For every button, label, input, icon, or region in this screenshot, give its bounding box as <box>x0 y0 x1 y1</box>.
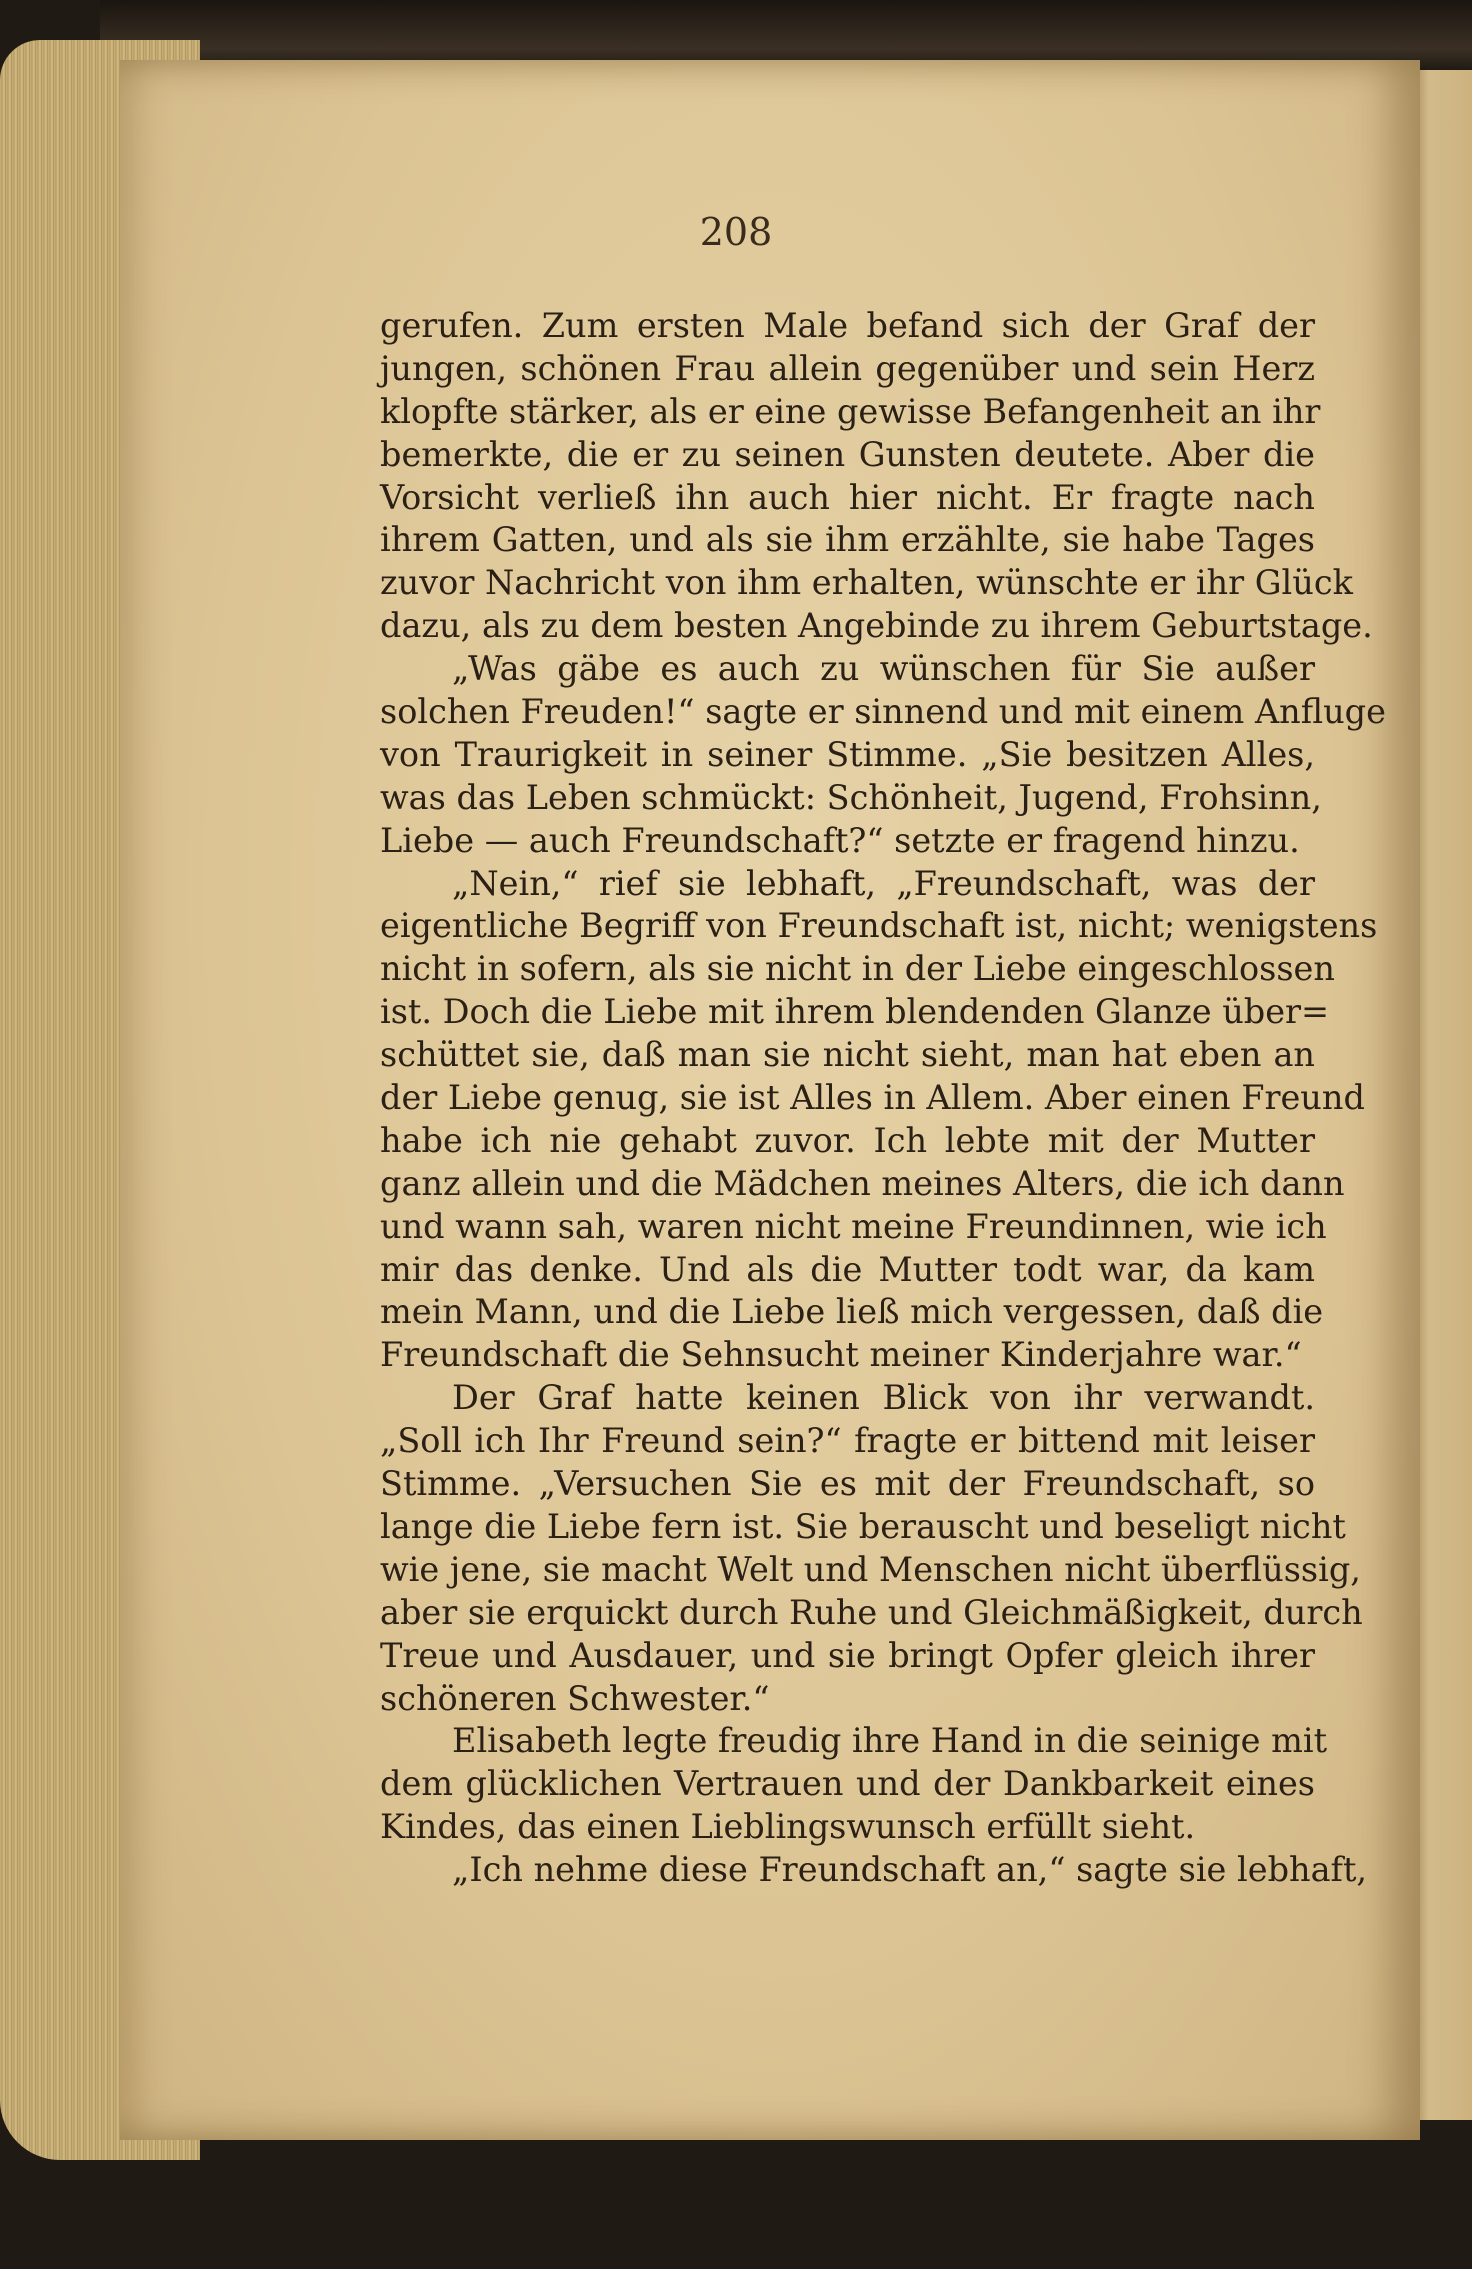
text-line: Kindes, das einen Lieblingswunsch erfüllt sieht. <box>380 1807 1196 1847</box>
text-line: und wann sah, waren nicht meine Freundinnen, wie ich <box>380 1206 1327 1246</box>
text-line: der Liebe genug, sie ist Alles in Allem. Aber einen Freund <box>380 1078 1365 1118</box>
text-line: Stimme. „Versuchen Sie es mit der Freundschaft, so <box>380 1464 1315 1504</box>
text-line: bemerkte, die er zu seinen Gunsten deutete. Aber die <box>380 434 1315 474</box>
text-line: habe ich nie gehabt zuvor. Ich lebte mit der Mutter <box>380 1120 1315 1160</box>
text-line: Treue und Ausdauer, und sie bringt Opfer gleich ihrer <box>380 1635 1315 1675</box>
page-number: 208 <box>699 210 773 254</box>
text-line: gerufen. Zum ersten Male befand sich der Graf der <box>380 306 1315 345</box>
text-line: wie jene, sie macht Welt und Menschen nicht überflüssig, <box>380 1549 1361 1589</box>
text-line: Vorsicht verließ ihn auch hier nicht. Er fragte nach <box>380 477 1315 517</box>
text-line: mein Mann, und die Liebe ließ mich vergessen, daß die <box>380 1292 1324 1332</box>
text-line: ihrem Gatten, und als sie ihm erzählte, sie habe Tages <box>380 520 1315 560</box>
text-line: Liebe — auch Freundschaft?“ setzte er fragend hinzu. <box>380 820 1300 860</box>
text-line: Elisabeth legte freudig ihre Hand in die seinige mit <box>452 1721 1328 1761</box>
text-line: klopfte stärker, als er eine gewisse Befangenheit an ihr <box>380 391 1321 431</box>
text-line: aber sie erquickt durch Ruhe und Gleichmäßigkeit, durch <box>380 1592 1363 1632</box>
text-line: lange die Liebe fern ist. Sie berauscht und beseligt nicht <box>380 1506 1346 1546</box>
text-line: „Was gäbe es auch zu wünschen für Sie außer <box>452 649 1315 689</box>
text-line: „Ich nehme diese Freundschaft an,“ sagte sie lebhaft, <box>452 1850 1368 1890</box>
text-line: „Nein,“ rief sie lebhaft, „Freundschaft, was der <box>452 863 1315 903</box>
text-line: zuvor Nachricht von ihm erhalten, wünschte er ihr Glück <box>380 563 1353 603</box>
text-line: Der Graf hatte keinen Blick von ihr verwandt. <box>452 1378 1315 1418</box>
text-line: eigentliche Begriff von Freundschaft ist, nicht; wenigstens <box>380 906 1378 946</box>
text-line: schüttet sie, daß man sie nicht sieht, man hat eben an <box>380 1035 1315 1075</box>
text-line: ganz allein und die Mädchen meines Alters, die ich dann <box>380 1163 1345 1203</box>
page-text <box>380 305 1386 1892</box>
text-line: nicht in sofern, als sie nicht in der Liebe eingeschlossen <box>380 949 1335 989</box>
text-line: von Traurigkeit in seiner Stimme. „Sie besitzen Alles, <box>380 734 1315 774</box>
text-line: solchen Freuden!“ sagte er sinnend und mit einem Anfluge <box>380 692 1386 732</box>
text-line: jungen, schönen Frau allein gegenüber und sein Herz <box>380 348 1315 388</box>
text-line: „Soll ich Ihr Freund sein?“ fragte er bittend mit leiser <box>380 1421 1315 1461</box>
text-line: Freundschaft die Sehnsucht meiner Kinderjahre war.“ <box>380 1335 1302 1375</box>
text-line: dem glücklichen Vertrauen und der Dankbarkeit eines <box>380 1764 1315 1804</box>
text-line: was das Leben schmückt: Schönheit, Jugend, Frohsinn, <box>380 777 1322 817</box>
text-line: ist. Doch die Liebe mit ihrem blendenden Glanze über= <box>380 992 1330 1032</box>
text-line: dazu, als zu dem besten Angebinde zu ihrem Geburtstage. <box>380 606 1373 646</box>
text-line: mir das denke. Und als die Mutter todt war, da kam <box>380 1249 1315 1289</box>
text-line: schöneren Schwester.“ <box>380 1678 770 1718</box>
